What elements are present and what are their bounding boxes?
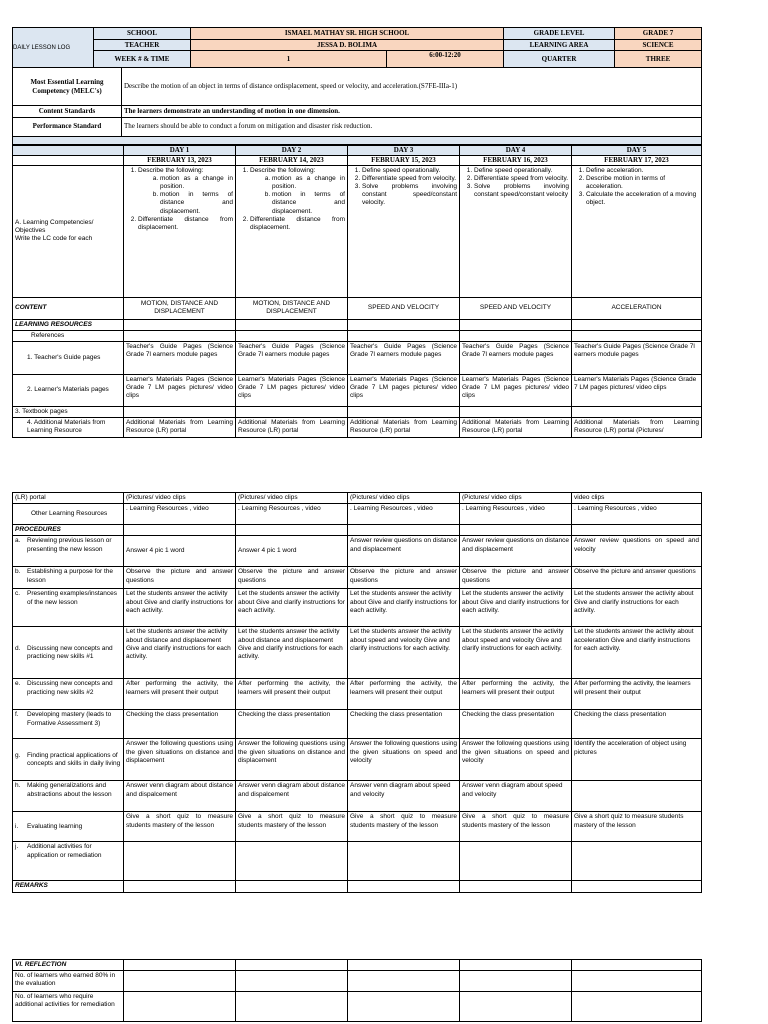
pic-clips-day1: (Pictures/ video clips (124, 493, 236, 504)
pic-clips-day4: (Pictures/ video clips (460, 493, 572, 504)
proc-label: Discussing new concepts and practicing new skills #1 (27, 644, 113, 660)
proc-h-day1: Answer venn diagram about distance and dispalcement (124, 781, 236, 812)
tg-day2: Teacher's Guide Pages (Science Grade 7l earners module pages (236, 341, 348, 374)
date-3: FEBRUARY 15, 2023 (348, 155, 460, 165)
lm-day1: Learner's Materials Pages (Science Grade 7 LM pages pictures/ video clips (124, 374, 236, 406)
proc-a-day1: Answer 4 pic 1 word (124, 536, 236, 567)
proc-a-day4: Answer review questions on distance and displacement (460, 536, 572, 567)
proc-c-day1: Let the students answer the activity about Give and clarify instructions for each activity. (124, 589, 236, 627)
proc-key: i. (15, 822, 19, 830)
proc-d-day5: Let the students answer the activity about acceleration Give and clarify instructions for each activity. (572, 627, 702, 679)
date-1: FEBRUARY 13, 2023 (124, 155, 236, 165)
proc-g-day2: Answer the following questions using the given situations on distance and displacement (236, 739, 348, 781)
other-resources-label: Other Learning Resources (13, 504, 124, 525)
proc-j-day2 (236, 842, 348, 881)
objectives-day3 (348, 165, 460, 297)
objective-item: 3. Solve problems involving constant speed/constant velocity. (362, 183, 457, 208)
other-day3: . Learning Resources , video (348, 504, 460, 525)
proc-a-day2: Answer 4 pic 1 word (236, 536, 348, 567)
reflection-table (12, 959, 702, 1022)
additional-day5: Additional Materials from Learning Resource (LR) portal (Pictures/ (572, 418, 702, 437)
lm-day2: Learner's Materials Pages (Science Grade 7 LM pages pictures/ video clips (236, 374, 348, 406)
proc-g-label (13, 739, 124, 781)
objective-item: 3. Calculate the acceleration of a moving object. (586, 191, 699, 207)
proc-i-day4: Give a short quiz to measure students mastery of the lesson (460, 812, 572, 842)
proc-i-label (13, 812, 124, 842)
procedures-label: PROCEDURES (13, 525, 124, 536)
teacher-label: TEACHER (94, 40, 191, 51)
proc-b-day1: Observe the picture and answer questions (124, 567, 236, 589)
proc-label: Developing mastery (leads to Formative Assessment 3) (27, 711, 112, 727)
proc-f-day2: Checking the class presentation (236, 710, 348, 739)
proc-b-day2: Observe the picture and answer questions (236, 567, 348, 589)
proc-c-label (13, 589, 124, 627)
proc-h-day4: Answer venn diagram about speed and velocity (460, 781, 572, 812)
date-2: FEBRUARY 14, 2023 (236, 155, 348, 165)
day-3: DAY 3 (348, 146, 460, 156)
tg-day3: Teacher's Guide Pages (Science Grade 7l earners module pages (348, 341, 460, 374)
proc-g-day4: Answer the following questions using the given situations on speed and velocity (460, 739, 572, 781)
proc-label: Establishing a purpose for the lesson (27, 568, 113, 584)
references-label: References (13, 330, 124, 341)
proc-h-day3: Answer venn diagram about speed and velocity (348, 781, 460, 812)
proc-f-day1: Checking the class presentation (124, 710, 236, 739)
content-day2: MOTION, DISTANCE AND DISPLACEMENT (236, 297, 348, 319)
lesson-log-table-page1 (12, 27, 702, 145)
quarter-value: THREE (615, 51, 702, 68)
additional-day4: Additional Materials from Learning Resource (LR) portal (460, 418, 572, 437)
objectives-day4 (460, 165, 572, 297)
objective-subitem: a. motion as a change in position. (272, 175, 345, 191)
grade-level-value: GRADE 7 (615, 28, 702, 40)
remarks-label: REMARKS (13, 881, 124, 892)
content-label: CONTENT (13, 297, 124, 319)
proc-label: Making generalizations and abstractions about the lesson (27, 782, 112, 798)
objective-item: 1. Define speed operationally. (362, 167, 457, 175)
content-day3: SPEED AND VELOCITY (348, 297, 460, 319)
proc-d-day2: Let the students answer the activity about distance and displacement Give and clarify instructions for each activity. (236, 627, 348, 679)
proc-i-day5: Give a short quiz to measure students mastery of the lesson (572, 812, 702, 842)
tg-label: 1. Teacher's Guide pages (13, 341, 124, 374)
date-4: FEBRUARY 16, 2023 (460, 155, 572, 165)
proc-key: j. (15, 843, 19, 851)
lesson-log-table-page2 (12, 492, 702, 893)
proc-b-day4: Observe the picture and answer questions (460, 567, 572, 589)
lr-portal-label: (LR) portal (13, 493, 124, 504)
proc-key: e. (15, 680, 21, 688)
content-standards-value: The learners demonstrate an understanding of motion in one dimension. (122, 106, 702, 118)
proc-c-day3: Let the students answer the activity about Give and clarify instructions for each activity. (348, 589, 460, 627)
other-day2: . Learning Resources , video (236, 504, 348, 525)
content-day4: SPEED AND VELOCITY (460, 297, 572, 319)
dll-title: DAILY LESSON LOG (13, 44, 71, 51)
objectives-label-cell (13, 165, 124, 297)
reflection-row-1-label: No. of learners who earned 80% in the evaluation (13, 971, 124, 992)
objectives-label: A. Learning Competencies/ Objectives (15, 218, 94, 234)
tg-day5: Teacher's Guide Pages (Science Grade 7l earners module pages (572, 341, 702, 374)
proc-j-label (13, 842, 124, 881)
lm-label: 2. Learner's Materials pages (13, 374, 124, 406)
textbook-label: 3. Textbook pages (13, 406, 124, 417)
lm-day3: Learner's Materials Pages (Science Grade 7 LM pages pictures/ video clips (348, 374, 460, 406)
objectives-sublabel: Write the LC code for each (15, 235, 93, 243)
content-standards-label: Content Standards (13, 106, 122, 118)
tg-day4: Teacher's Guide Pages (Science Grade 7l earners module pages (460, 341, 572, 374)
objective-item: 2. Differentiate speed from velocity. (362, 175, 457, 183)
objective-item: 2. Differentiate speed from velocity. (474, 175, 569, 183)
proc-f-day5: Checking the class presentation (572, 710, 702, 739)
objective-item: Describe the following: (250, 166, 316, 174)
week-time-label: WEEK # & TIME (94, 51, 191, 68)
objectives-day1 (124, 165, 236, 297)
proc-key: d. (15, 644, 21, 652)
days-table (12, 145, 702, 438)
day-4: DAY 4 (460, 146, 572, 156)
melc-label: Most Essential Learning Competency (MELC's) (13, 68, 122, 106)
objectives-day2 (236, 165, 348, 297)
objective-item: 2. Differentiate distance from displacement. (138, 216, 233, 232)
melc-value: Describe the motion of an object in terms of distance ordisplacement, speed or velocity, and acceleration.(S7FE-IIIa-1) (122, 68, 702, 106)
proc-label: Finding practical applications of concepts and skills in daily living (27, 751, 121, 767)
objective-subitem: b. motion in terms of distance and displacement. (272, 191, 345, 216)
performance-standard-label: Performance Standard (13, 117, 122, 136)
week-value: 1 (191, 51, 387, 68)
proc-b-label (13, 567, 124, 589)
grade-level-label: GRADE LEVEL (504, 28, 615, 40)
other-day1: . Learning Resources , video (124, 504, 236, 525)
proc-c-day2: Let the students answer the activity about Give and clarify instructions for each activity. (236, 589, 348, 627)
performance-standard-value: The learners should be able to conduct a forum on mitigation and disaster risk reduction. (122, 117, 702, 136)
proc-label: Presenting examples/instances of the new lesson (27, 590, 117, 606)
day-5: DAY 5 (572, 146, 702, 156)
proc-label: Reviewing previous lesson or presenting the new lesson (27, 537, 112, 553)
proc-e-day3: After performing the activity, the learners will present their output (348, 679, 460, 710)
objective-item: 1. Define speed operationally. (474, 167, 569, 175)
lm-day5: Learner's Materials Pages (Science Grade 7 LM pages pictures/ video clips (572, 374, 702, 406)
objective-item: Describe the following: (138, 166, 204, 174)
content-day5: ACCELERATION (572, 297, 702, 319)
proc-d-day1: Let the students answer the activity about distance and displacement Give and clarify instructions for each activity. (124, 627, 236, 679)
date-5: FEBRUARY 17, 2023 (572, 155, 702, 165)
proc-g-day5: Identify the acceleration of object using pictures (572, 739, 702, 781)
additional-day3: Additional Materials from Learning Resource (LR) portal (348, 418, 460, 437)
proc-h-day5 (572, 781, 702, 812)
additional-day1: Additional Materials from Learning Resource (LR) portal (124, 418, 236, 437)
proc-d-label (13, 627, 124, 679)
objectives-day5 (572, 165, 702, 297)
day-2: DAY 2 (236, 146, 348, 156)
other-day4: . Learning Resources , video (460, 504, 572, 525)
proc-key: a. (15, 537, 21, 545)
proc-d-day3: Let the students answer the activity about speed and velocity Give and clarify instructions for each activity. (348, 627, 460, 679)
proc-f-day4: Checking the class presentation (460, 710, 572, 739)
proc-b-day3: Observe the picture and answer questions (348, 567, 460, 589)
proc-label: Evaluating learning (27, 822, 83, 830)
learning-resources-label: LEARNING RESOURCES (13, 319, 124, 330)
additional-label: 4. Additional Materials from Learning Resource (13, 418, 124, 437)
school-value: ISMAEL MATHAY SR. HIGH SCHOOL (191, 28, 504, 40)
objective-subitem: b. motion in terms of distance and displacement. (160, 191, 233, 216)
proc-e-label (13, 679, 124, 710)
learning-area-value: SCIENCE (615, 40, 702, 51)
content-day1: MOTION, DISTANCE AND DISPLACEMENT (124, 297, 236, 319)
proc-i-day1: Give a short quiz to measure students mastery of the lesson (124, 812, 236, 842)
proc-label: Additional activities for application or remediation (27, 843, 102, 859)
reflection-row-2-label: No. of learners who require additional activities for remediation (13, 992, 124, 1022)
proc-key: h. (15, 782, 21, 790)
proc-b-day5: Observe the picture and answer questions (572, 567, 702, 589)
proc-j-day4 (460, 842, 572, 881)
objective-item: 2. Differentiate distance from displacement. (250, 216, 345, 232)
additional-day2: Additional Materials from Learning Resource (LR) portal (236, 418, 348, 437)
proc-j-day5 (572, 842, 702, 881)
proc-c-day5: Let the students answer the activity about Give and clarify instructions for each activity. (572, 589, 702, 627)
proc-f-day3: Checking the class presentation (348, 710, 460, 739)
proc-d-day4: Let the students answer the activity about speed and velocity Give and clarify instructions for each activity. (460, 627, 572, 679)
pic-clips-day3: (Pictures/ video clips (348, 493, 460, 504)
proc-label: Discussing new concepts and practicing new skills #2 (27, 680, 113, 696)
proc-key: b. (15, 568, 21, 576)
learning-area-label: LEARNING AREA (504, 40, 615, 51)
proc-a-label (13, 536, 124, 567)
proc-key: c. (15, 590, 21, 598)
proc-e-day4: After performing the activity, the learners will present their output (460, 679, 572, 710)
proc-i-day3: Give a short quiz to measure students mastery of the lesson (348, 812, 460, 842)
proc-key: f. (15, 711, 19, 719)
lm-day4: Learner's Materials Pages (Science Grade 7 LM pages pictures/ video clips (460, 374, 572, 406)
time-value: 6:00-12:20 (387, 51, 504, 68)
proc-key: g. (15, 751, 21, 759)
proc-c-day4: Let the students answer the activity about Give and clarify instructions for each activity. (460, 589, 572, 627)
proc-f-label (13, 710, 124, 739)
proc-a-day3: Answer review questions on distance and displacement (348, 536, 460, 567)
objective-item: 3. Solve problems involving constant speed/constant velocity (474, 183, 569, 199)
objective-subitem: a. motion as a change in position. (160, 175, 233, 191)
day-1: DAY 1 (124, 146, 236, 156)
proc-h-day2: Answer venn diagram about distance and dispalcement (236, 781, 348, 812)
pic-clips-day5: video clips (572, 493, 702, 504)
tg-day1: Teacher's Guide Pages (Science Grade 7l earners module pages (124, 341, 236, 374)
objective-item: 2. Describe motion in terms of acceleration. (586, 175, 699, 191)
proc-a-day5: Answer review questions on speed and velocity (572, 536, 702, 567)
quarter-label: QUARTER (504, 51, 615, 68)
other-day5: . Learning Resources , video (572, 504, 702, 525)
proc-e-day1: After performing the activity, the learners will present their output (124, 679, 236, 710)
objective-item: 1. Define acceleration. (586, 167, 699, 175)
proc-j-day3 (348, 842, 460, 881)
proc-j-day1 (124, 842, 236, 881)
proc-g-day3: Answer the following questions using the given situations on speed and velocity (348, 739, 460, 781)
proc-h-label (13, 781, 124, 812)
proc-e-day5: After performing the activity, the learners will present their output (572, 679, 702, 710)
dll-title-cell (13, 28, 94, 68)
proc-e-day2: After performing the activity, the learners will present their output (236, 679, 348, 710)
reflection-label: VI. REFLECTION (13, 960, 124, 971)
school-label: SCHOOL (94, 28, 191, 40)
proc-g-day1: Answer the following questions using the given situations on distance and displacement (124, 739, 236, 781)
proc-i-day2: Give a short quiz to measure students mastery of the lesson (236, 812, 348, 842)
teacher-value: JESSA D. BOLIMA (191, 40, 504, 51)
pic-clips-day2: (Pictures/ video clips (236, 493, 348, 504)
